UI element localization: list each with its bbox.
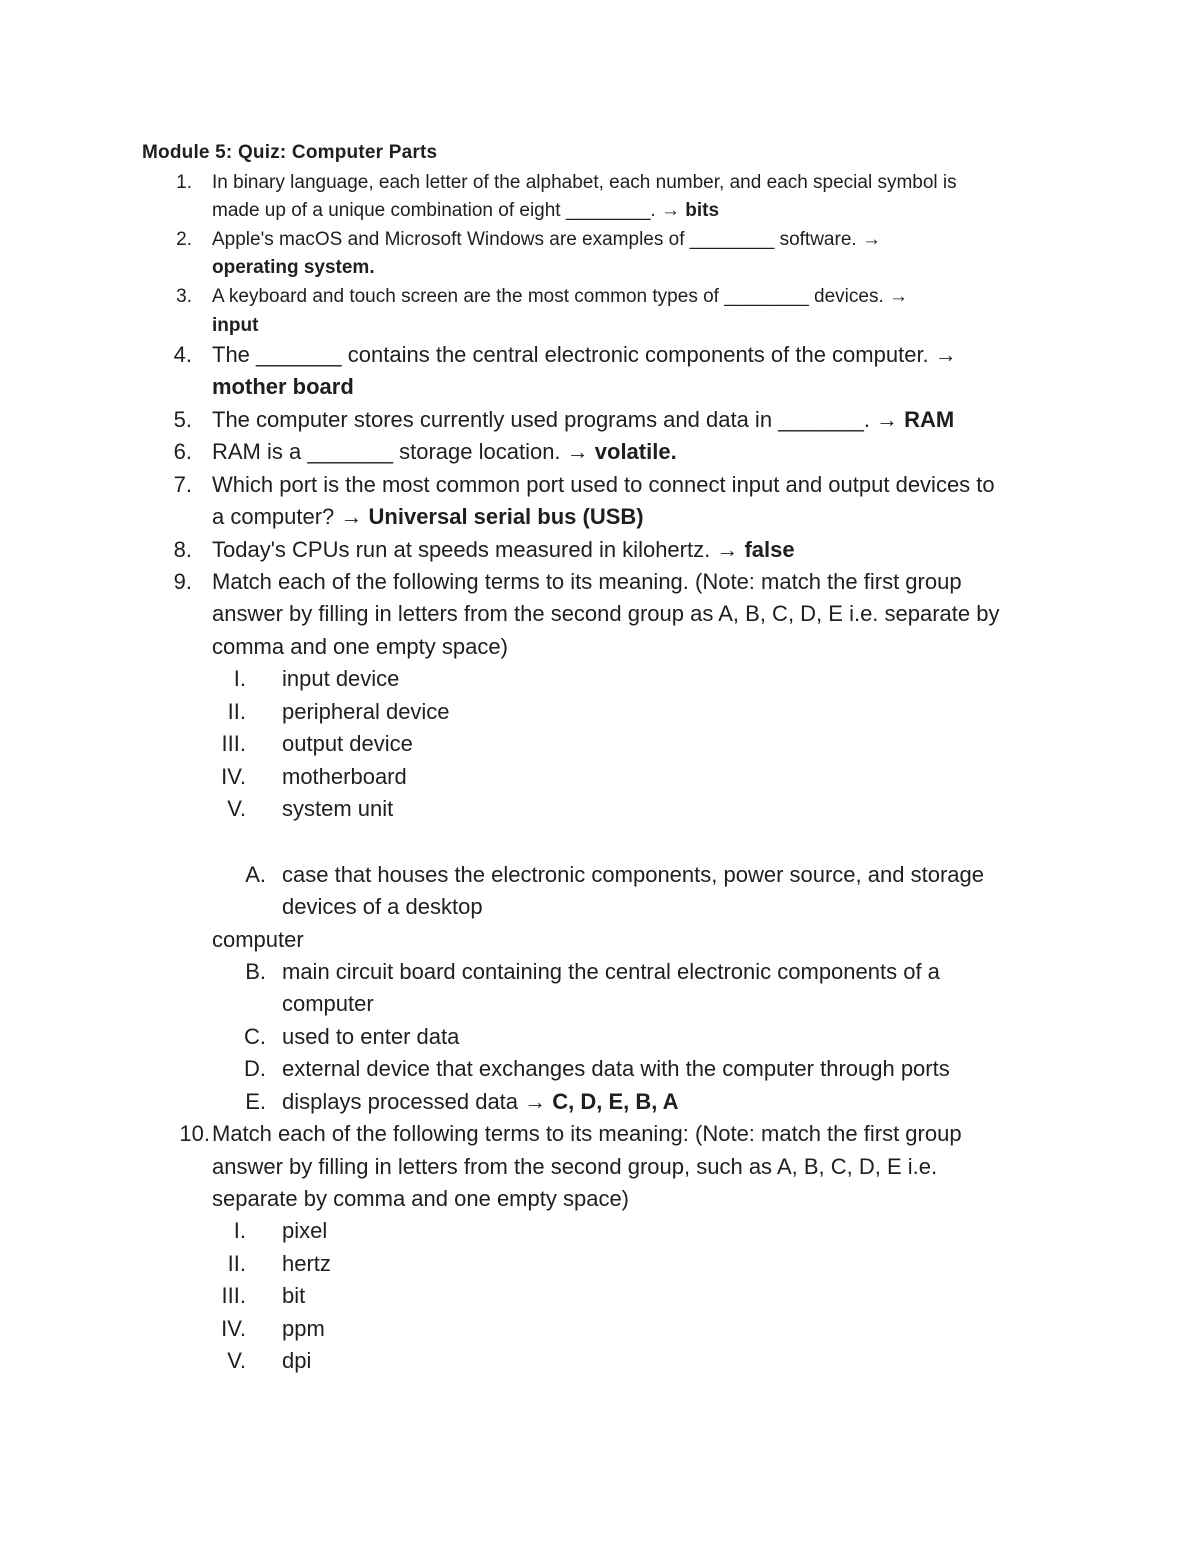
question-text: In binary language, each letter of the alphabet, each number, and each special symbol is bbox=[212, 172, 957, 193]
question-text bbox=[212, 504, 644, 530]
question-text: Which port is the most common port used to connect input and output devices to bbox=[212, 472, 995, 497]
question-text: The _______ contains the central electronic components of the computer. → bbox=[212, 342, 957, 367]
question-text: answer by filling in letters from the second group as A, B, C, D, E i.e. separate by bbox=[212, 601, 1000, 626]
definition-text bbox=[282, 1089, 679, 1115]
answer-text: false bbox=[744, 537, 795, 562]
term-text: pixel bbox=[282, 1218, 328, 1243]
term-number: III. bbox=[221, 1283, 246, 1308]
term-text: system unit bbox=[282, 796, 394, 821]
question-number: 7. bbox=[173, 472, 192, 497]
term-text: output device bbox=[282, 731, 413, 756]
answer-text: volatile. bbox=[594, 439, 677, 464]
definition-text: used to enter data bbox=[282, 1024, 460, 1049]
page-title: Module 5: Quiz: Computer Parts bbox=[142, 142, 438, 163]
question-text: The computer stores currently used programs and data in _______. → bbox=[212, 407, 905, 432]
term-number: I. bbox=[233, 666, 246, 691]
question-text: comma and one empty space) bbox=[212, 634, 508, 659]
term-number: II. bbox=[227, 1251, 246, 1276]
question-text: A keyboard and touch screen are the most common types of ________ devices. → bbox=[212, 286, 909, 307]
question-text bbox=[212, 537, 795, 563]
definition-letter: B. bbox=[245, 959, 266, 984]
definition-text: displays processed data → bbox=[282, 1089, 553, 1114]
definition-letter: E. bbox=[245, 1089, 266, 1114]
definition-text: computer bbox=[282, 991, 374, 1016]
answer-text: C, D, E, B, A bbox=[552, 1089, 679, 1114]
term-number: III. bbox=[221, 731, 246, 756]
definition-text: external device that exchanges data with the computer through ports bbox=[282, 1056, 950, 1081]
definition-letter: A. bbox=[245, 862, 266, 887]
term-text: ppm bbox=[282, 1316, 325, 1341]
term-text: peripheral device bbox=[282, 699, 450, 724]
question-number: 9. bbox=[173, 569, 192, 594]
question-text bbox=[212, 200, 719, 222]
question-text bbox=[212, 407, 954, 433]
answer-text: RAM bbox=[904, 407, 955, 432]
term-text: dpi bbox=[282, 1348, 312, 1373]
question-number: 8. bbox=[173, 537, 192, 562]
term-number: V. bbox=[227, 1348, 246, 1373]
definition-text: main circuit board containing the central electronic components of a bbox=[282, 959, 940, 984]
question-number: 5. bbox=[173, 407, 192, 432]
term-number: II. bbox=[227, 699, 246, 724]
term-text: bit bbox=[282, 1283, 306, 1308]
definition-letter: D. bbox=[244, 1056, 266, 1081]
question-number: 2. bbox=[176, 229, 192, 250]
answer-text: operating system. bbox=[212, 257, 375, 278]
answer-text: mother board bbox=[212, 374, 354, 399]
question-text: Apple's macOS and Microsoft Windows are examples of ________ software. → bbox=[212, 229, 881, 250]
question-text: separate by comma and one empty space) bbox=[212, 1186, 630, 1211]
question-text: Match each of the following terms to its meaning: (Note: match the first group bbox=[212, 1121, 962, 1146]
definition-text: computer bbox=[212, 927, 304, 952]
term-text: motherboard bbox=[282, 764, 407, 789]
term-number: V. bbox=[227, 796, 246, 821]
question-text: RAM is a _______ storage location. → bbox=[212, 439, 595, 464]
question-number: 4. bbox=[173, 342, 192, 367]
definition-letter: C. bbox=[244, 1024, 266, 1049]
question-number: 10. bbox=[179, 1121, 210, 1146]
question-text: a computer? → bbox=[212, 504, 369, 529]
question-number: 1. bbox=[176, 172, 192, 193]
question-number: 6. bbox=[173, 439, 192, 464]
question-text: Today's CPUs run at speeds measured in kilohertz. → bbox=[212, 537, 745, 562]
question-number: 3. bbox=[176, 286, 192, 307]
question-text bbox=[212, 439, 677, 465]
question-text: answer by filling in letters from the second group, such as A, B, C, D, E i.e. bbox=[212, 1154, 938, 1179]
term-text: input device bbox=[282, 666, 400, 691]
answer-text: bits bbox=[685, 200, 720, 221]
term-number: IV. bbox=[221, 764, 246, 789]
definition-text: case that houses the electronic components, power source, and storage bbox=[282, 862, 984, 887]
answer-text: Universal serial bus (USB) bbox=[368, 504, 644, 529]
question-text: Match each of the following terms to its meaning. (Note: match the first group bbox=[212, 569, 962, 594]
definition-text: devices of a desktop bbox=[282, 894, 483, 919]
term-number: I. bbox=[233, 1218, 246, 1243]
term-number: IV. bbox=[221, 1316, 246, 1341]
answer-text: input bbox=[212, 315, 259, 336]
term-text: hertz bbox=[282, 1251, 331, 1276]
question-text: made up of a unique combination of eight ________. → bbox=[212, 200, 686, 221]
